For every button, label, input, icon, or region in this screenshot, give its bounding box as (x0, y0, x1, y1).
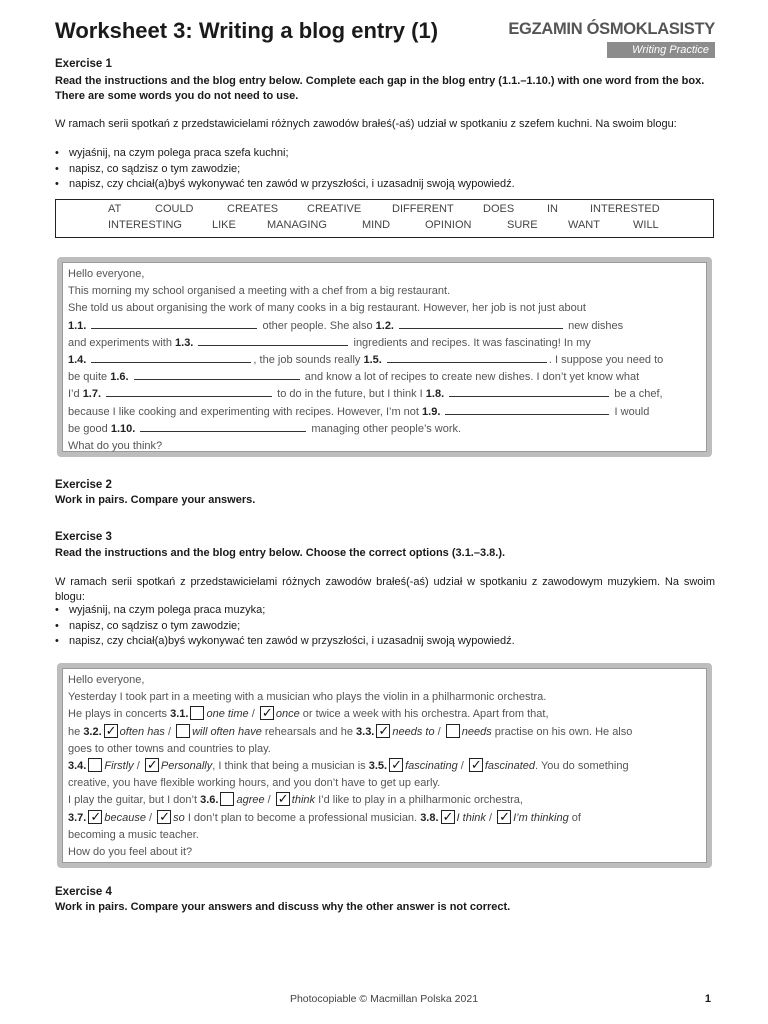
checkbox-checked[interactable] (104, 724, 118, 738)
bullet-item: • wyjaśnij, na czym polega praca szefa kuchni; (55, 146, 715, 162)
blog-text: he (68, 725, 81, 738)
option-text: will often have (192, 725, 262, 738)
blog-text: I’d (68, 388, 80, 401)
brand-label: EGZAMIN ÓSMOKLASISTY (508, 20, 715, 38)
blog-text: practise on his own. He also (494, 725, 633, 738)
page-title (55, 18, 438, 44)
checkbox[interactable] (220, 792, 234, 806)
gap-1-8[interactable] (449, 387, 609, 397)
blog-text: and experiments with (68, 336, 172, 349)
word: WILL (633, 219, 659, 231)
copyright-footer: Photocopiable © Macmillan Polska 2021 (289, 993, 479, 1005)
word: MIND (362, 219, 391, 231)
bullet-item: • napisz, czy chciał(a)byś wykonywać ten zawód w przyszłości, i uzasadnij swoją wypowiedź. (55, 177, 715, 193)
blog-entry-1-text (68, 266, 701, 455)
word-box (55, 199, 714, 238)
exercise-1-heading: Exercise 1 (55, 58, 112, 70)
option-number: 3.7. (68, 811, 87, 824)
option-text: agree (236, 794, 265, 807)
bullet-item: • napisz, czy chciał(a)byś wykonywać ten zawód w przyszłości, i uzasadnij swoją wypowiedź. (55, 634, 715, 650)
blog-text: I would (614, 405, 650, 418)
gap-number: 1.8. (425, 388, 445, 401)
blog-text: be a chef, (614, 388, 663, 401)
blog-line: Hello everyone, (68, 268, 145, 280)
blog-line: 3.4. Firstly / ✓Personally, I think that being a musician is 3.5.✓ fascinating / ✓fascinated. You do something (68, 758, 701, 775)
gap-number: 1.9. (422, 405, 441, 418)
word: INTERESTED (590, 203, 660, 215)
header (55, 18, 715, 60)
gap-number: 1.2. (375, 319, 394, 332)
brand-subtitle: Writing Practice (607, 42, 715, 58)
blog-text: to do in the future, but I think I (277, 388, 423, 401)
checkbox-checked[interactable] (497, 810, 511, 824)
option-text: once (275, 708, 300, 721)
gap-1-6[interactable] (134, 370, 300, 380)
blog-text: I play the guitar, but I don’t (68, 794, 198, 807)
blog-text: other people. She also (262, 319, 373, 332)
exercise-3-heading: Exercise 3 (55, 531, 112, 543)
blog-text: . You do something (535, 759, 629, 772)
blog-text: I don’t plan to become a professional musician. (187, 811, 418, 824)
exercise-3-bullets (55, 603, 715, 650)
title-lead: Worksheet 3: (55, 18, 193, 43)
gap-1-3[interactable] (198, 336, 348, 346)
blog-line (68, 352, 701, 369)
blog-line (68, 421, 701, 438)
gap-number: 1.5. (363, 353, 382, 366)
blog-text: I’d like to play in a philharmonic orchestra, (318, 794, 523, 807)
exercise-1-bullets (55, 146, 715, 193)
blog-text: of (571, 811, 581, 824)
word: AT (108, 203, 122, 215)
blog-line: I play the guitar, but I don’t 3.6. agree / ✓think I’d like to play in a philharmonic orchestra, (68, 792, 701, 809)
exercise-2-instruction: Work in pairs. Compare your answers. (55, 494, 256, 506)
option-text: so (173, 811, 185, 824)
option-number: 3.5. (368, 759, 388, 772)
option-text: needs to (392, 725, 435, 738)
option-text: Personally (160, 759, 213, 772)
exercise-2-heading: Exercise 2 (55, 479, 112, 491)
gap-number: 1.4. (68, 353, 87, 366)
blog-line: This morning my school organised a meeting with a chef from a big restaurant. (68, 285, 451, 298)
blog-text: managing other people’s work. (311, 422, 462, 435)
blog-text: new dishes (568, 319, 624, 332)
option-text: fascinated (484, 759, 536, 772)
checkbox-checked[interactable] (88, 810, 102, 824)
gap-number: 1.6. (110, 371, 129, 384)
option-number: 3.4. (68, 759, 87, 772)
option-number: 3.1. (170, 708, 189, 721)
word: SURE (507, 219, 538, 231)
checkbox[interactable] (190, 706, 204, 720)
checkbox-checked[interactable] (260, 706, 274, 720)
option-number: 3.6. (200, 794, 219, 807)
blog-line (68, 369, 701, 386)
gap-1-9[interactable] (445, 405, 609, 415)
blog-line: creative, you have flexible working hours, and you don’t have to get up early. (68, 777, 441, 790)
option-number: 3.2. (83, 725, 102, 738)
exercise-1-instruction: Read the instructions and the blog entry below. Complete each gap in the blog entry (1.1.–1.10.) with one word from the box. There are some words you do not need to use. (55, 75, 705, 102)
blog-line: becoming a music teacher. (68, 828, 199, 841)
checkbox-checked[interactable] (441, 810, 455, 824)
word: DOES (483, 203, 515, 215)
option-text: needs (461, 725, 492, 738)
exercise-1-task-intro: W ramach serii spotkań z przedstawicielami różnych zawodów brałeś(-aś) udział w spotkaniu z szefem kuchni. Na swoim blogu: (55, 118, 677, 130)
checkbox-checked[interactable] (276, 792, 290, 806)
blog-line (68, 318, 701, 335)
blog-line (68, 335, 701, 352)
word: IN (547, 203, 558, 215)
blog-text: be quite (68, 371, 108, 384)
word: CREATIVE (307, 203, 362, 215)
option-number: 3.8. (420, 811, 439, 824)
option-text: often has (119, 725, 165, 738)
option-text: I think (456, 811, 486, 824)
word: COULD (155, 203, 194, 215)
gap-1-1[interactable] (91, 319, 257, 329)
exercise-4-instruction: Work in pairs. Compare your answers and discuss why the other answer is not correct. (55, 901, 511, 913)
checkbox[interactable] (446, 724, 460, 738)
blog-text: because I like cooking and experimenting with recipes. However, I’m not (68, 405, 419, 418)
blog-text: , I think that being a musician is (212, 759, 366, 772)
option-text: one time (206, 708, 249, 721)
blog-text: He plays in concerts (68, 708, 168, 721)
title-rest: Writing a blog entry (1) (198, 18, 439, 43)
exercise-3-instruction: Read the instructions and the blog entry below. Choose the correct options (3.1.–3.8.). (55, 547, 506, 559)
gap-1-2[interactable] (399, 319, 563, 329)
gap-1-10[interactable] (140, 422, 306, 432)
word: LIKE (212, 219, 236, 231)
option-number: 3.3. (356, 725, 375, 738)
bullet-item: • wyjaśnij, na czym polega praca muzyka; (55, 603, 715, 619)
blog-entry-1 (57, 257, 712, 457)
blog-text: , the job sounds really (253, 353, 361, 366)
blog-line: How do you feel about it? (68, 845, 193, 858)
checkbox-checked[interactable] (145, 758, 159, 772)
page-number: 1 (704, 993, 711, 1005)
blog-entry-3 (57, 663, 712, 868)
blog-text: . I suppose you need to (548, 353, 664, 366)
gap-number: 1.3. (175, 336, 194, 349)
option-text: think (291, 794, 316, 807)
bullet-item: • napisz, co sądzisz o tym zawodzie; (55, 162, 715, 178)
blog-line: What do you think? (68, 439, 163, 452)
gap-1-4[interactable] (91, 353, 251, 363)
blog-text: rehearsals and he (264, 725, 353, 738)
blog-line: Yesterday I took part in a meeting with a musician who plays the violin in a philharmonic orchestra. (68, 691, 547, 704)
checkbox[interactable] (176, 724, 190, 738)
option-text: Firstly (104, 759, 134, 772)
gap-number: 1.1. (68, 319, 87, 332)
word: OPINION (425, 219, 472, 231)
blog-text: be good (68, 422, 108, 435)
blog-text: and know a lot of recipes to create new dishes. I don’t yet know what (304, 371, 640, 384)
blog-line (68, 386, 701, 403)
option-text: fascinating (405, 759, 458, 772)
checkbox-checked[interactable] (389, 758, 403, 772)
gap-number: 1.10. (110, 422, 136, 435)
exercise-3-task-intro: W ramach serii spotkań z przedstawicielami różnych zawodów brałeś(-aś) udział w spotkaniu z zawodowym muzykiem. Na swoim blogu: (55, 576, 715, 603)
blog-line: Hello everyone, (68, 674, 145, 686)
exercise-4-heading: Exercise 4 (55, 886, 112, 898)
word-row-1 (56, 203, 713, 218)
option-text: I’m thinking (513, 811, 569, 824)
blog-text: or twice a week with his orchestra. Apart from that, (302, 708, 549, 721)
word: CREATES (227, 203, 279, 215)
gap-1-5[interactable] (387, 353, 547, 363)
blog-line: She told us about organising the work of many cooks in a big restaurant. However, her job is not just about (68, 302, 586, 315)
blog-line: he 3.2.✓ often has / will often have rehearsals and he 3.3.✓ needs to / needs practise on his own. He also (68, 724, 701, 741)
word: WANT (568, 219, 600, 231)
blog-line: goes to other towns and countries to play. (68, 742, 271, 755)
checkbox-checked[interactable] (376, 724, 390, 738)
bullet-item: • napisz, co sądzisz o tym zawodzie; (55, 619, 715, 635)
gap-1-7[interactable] (106, 387, 272, 397)
blog-line: He plays in concerts 3.1. one time / ✓once or twice a week with his orchestra. Apart from that, (68, 706, 701, 723)
checkbox[interactable] (88, 758, 102, 772)
gap-number: 1.7. (82, 388, 102, 401)
blog-text: ingredients and recipes. It was fascinating! In my (353, 336, 591, 349)
blog-line (68, 404, 701, 421)
checkbox-checked[interactable] (157, 810, 171, 824)
blog-line: 3.7.✓ because / ✓so I don’t plan to become a professional musician. 3.8.✓ I think / ✓I’m thinking of (68, 810, 701, 827)
option-text: because (104, 811, 146, 824)
blog-entry-3-text (68, 672, 701, 861)
checkbox-checked[interactable] (469, 758, 483, 772)
word: DIFFERENT (392, 203, 454, 215)
word: MANAGING (267, 219, 327, 231)
word-row-2 (56, 219, 713, 234)
word: INTERESTING (108, 219, 182, 231)
